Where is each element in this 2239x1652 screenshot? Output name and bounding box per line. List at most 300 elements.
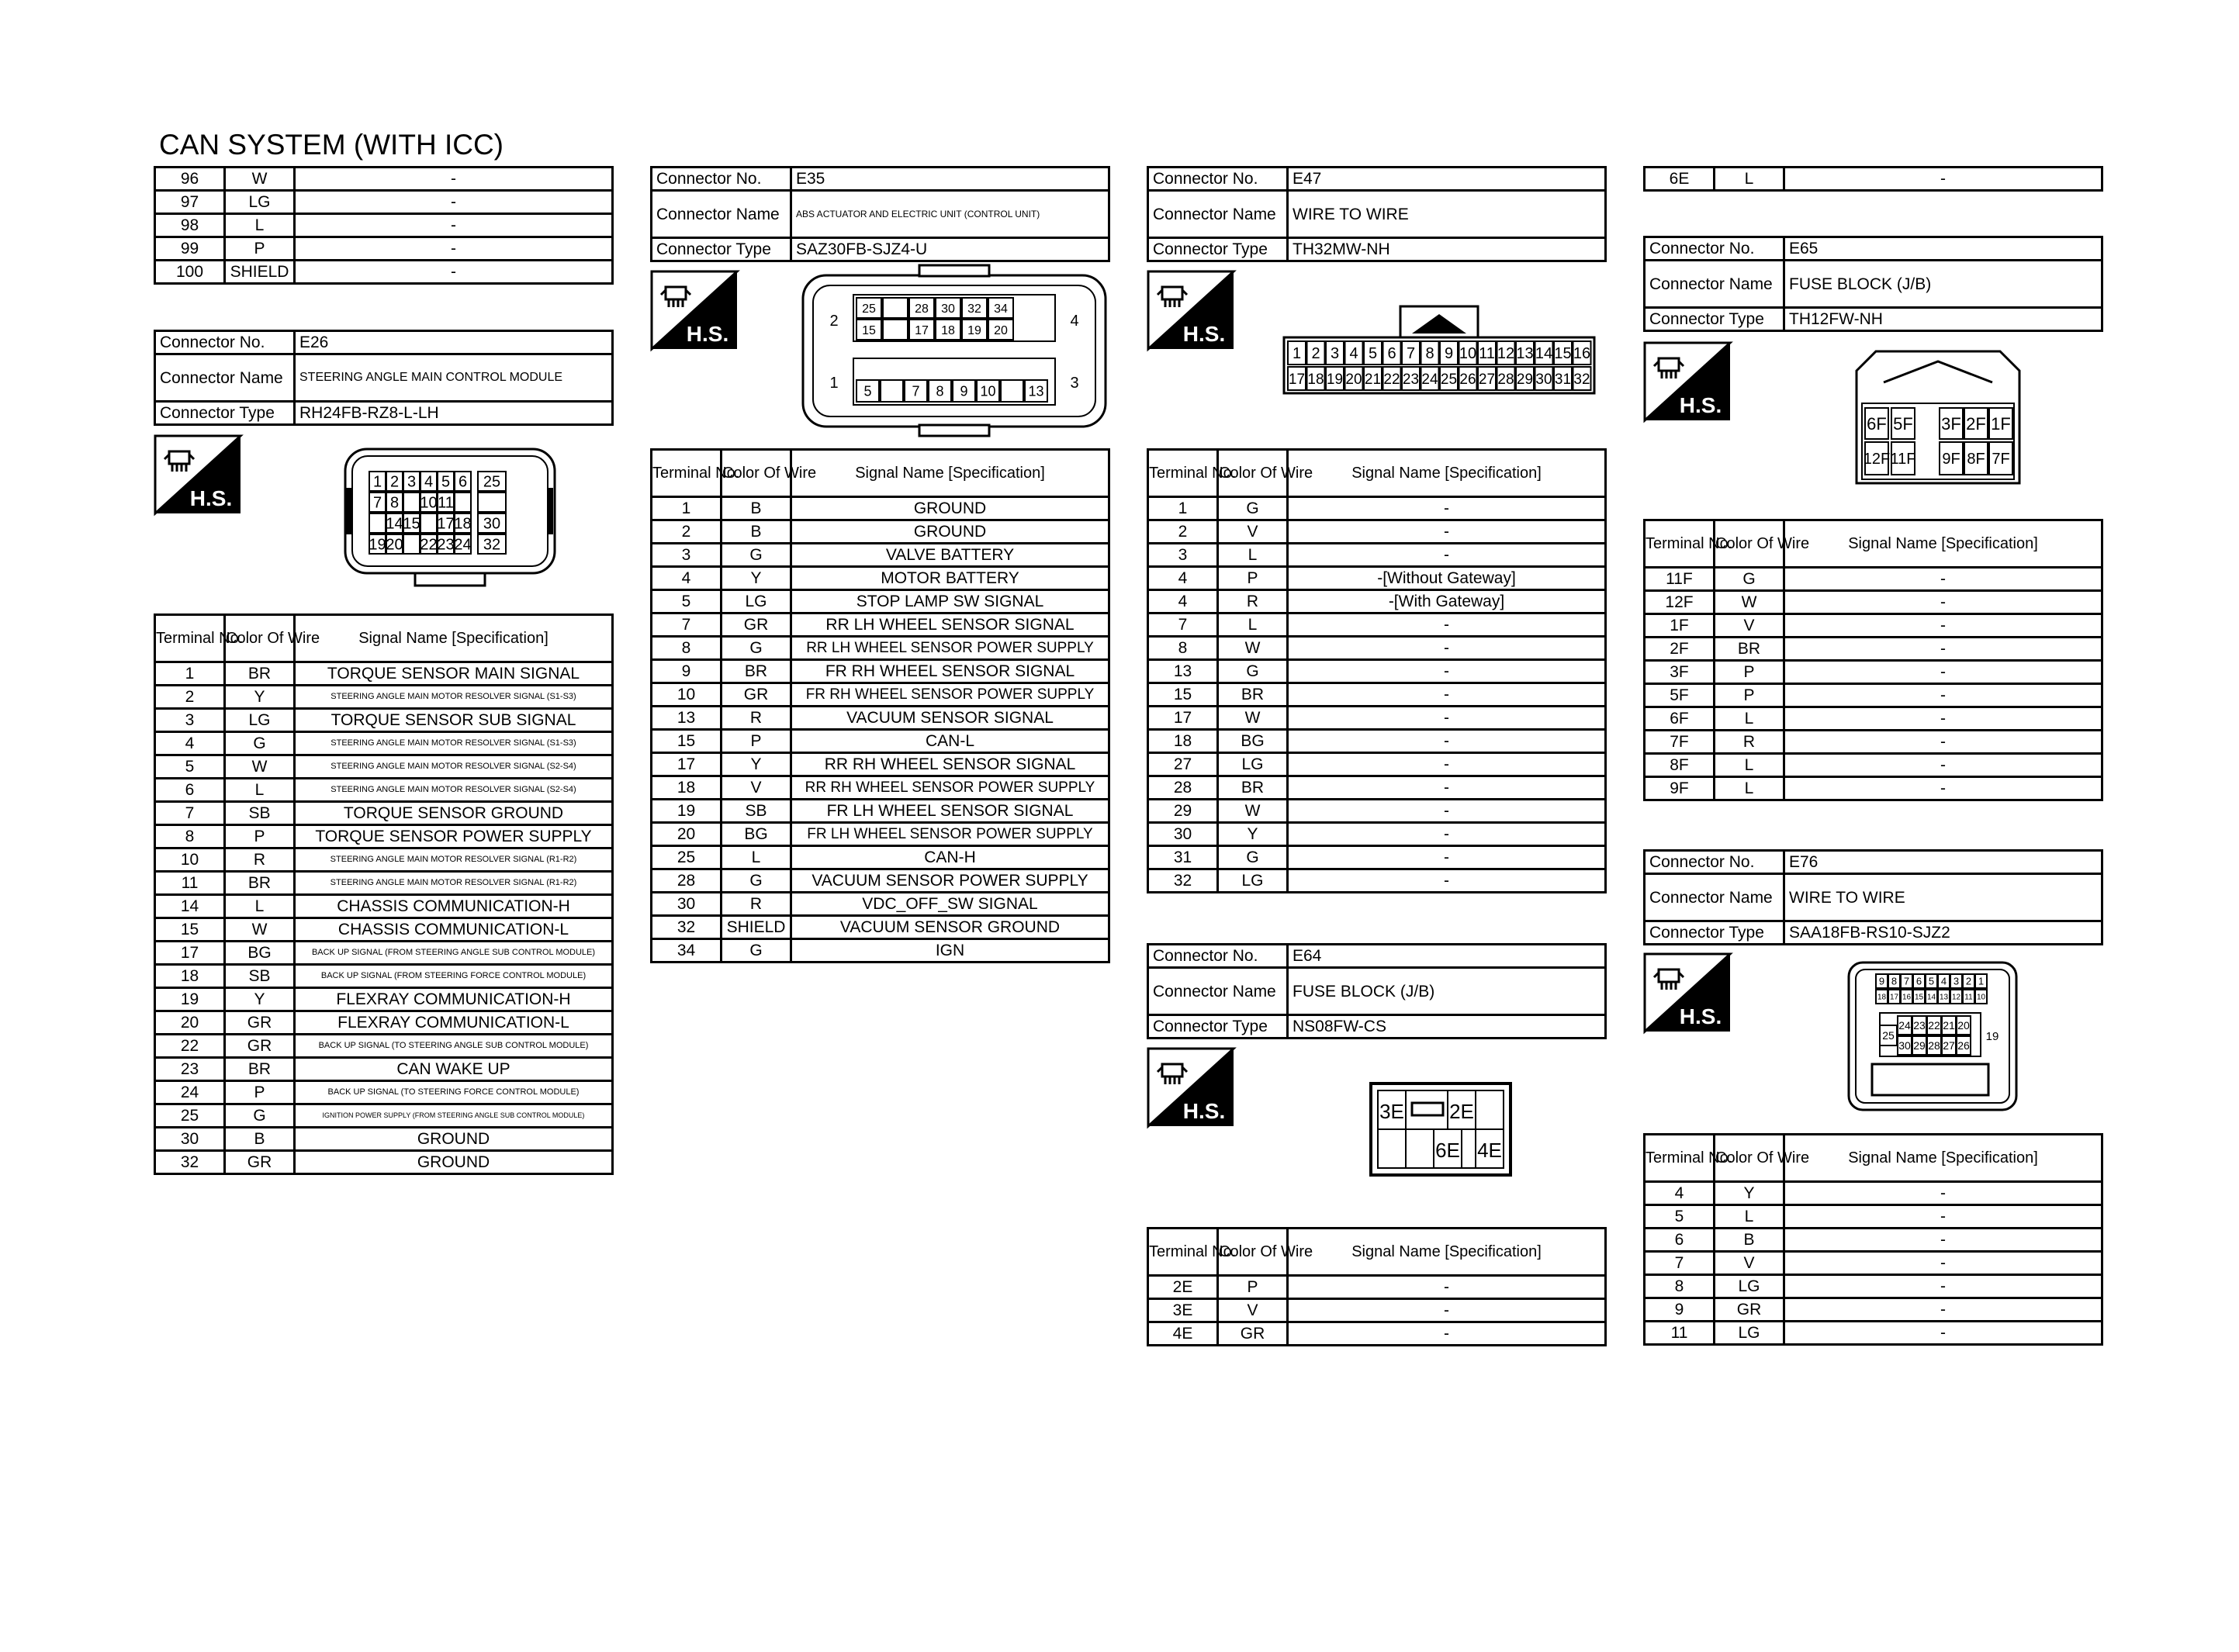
signal-name-cell: - [1784,1182,2102,1205]
signal-name-cell: FLEXRAY COMMUNICATION-L [295,1011,613,1035]
signal-name-cell: - [1784,1252,2102,1275]
e26-name: STEERING ANGLE MAIN CONTROL MODULE [295,354,613,402]
table-row [652,753,1109,776]
wire-color-cell: BR [722,660,791,683]
pin-label: 25 [862,302,876,316]
wire-color-cell: V [1715,1252,1784,1275]
pin-label: 16 [1902,993,1912,1002]
table-row [1148,1299,1606,1322]
signal-name-cell: GROUND [791,497,1109,520]
signal-name-cell: RR LH WHEEL SENSOR POWER SUPPLY [791,637,1109,660]
signal-name-cell: BACK UP SIGNAL (TO STEERING ANGLE SUB CONTROL MODULE) [295,1035,613,1058]
label-connector-no: Connector No. [652,168,791,191]
terminal-no-cell: 18 [652,776,722,800]
table-row [652,823,1109,846]
pin-label: 2F [1966,413,1986,434]
signal-name-cell: - [1784,1229,2102,1252]
table-row [1645,1182,2102,1205]
signal-name-cell: VACUUM SENSOR POWER SUPPLY [791,869,1109,893]
wire-color-cell: P [1218,1276,1288,1299]
e76-type: SAA18FB-RS10-SJZ2 [1784,921,2102,945]
table-row [155,965,613,988]
signal-name-cell: - [1288,637,1606,660]
pin-label: 1 [829,375,839,392]
wire-color-cell: SHIELD [722,916,791,939]
label-connector-name: Connector Name [1148,191,1288,238]
terminal-no-cell: 8 [1148,637,1218,660]
table-row [652,707,1109,730]
terminal-no-cell: 17 [155,942,225,965]
wire-color-cell: L [722,846,791,869]
table-row [1148,544,1606,567]
terminal-no-cell: 1 [1148,497,1218,520]
pin-label: 28 [1928,1039,1940,1052]
table-row [1645,661,2102,684]
table-row [155,168,613,191]
label-connector-name: Connector Name [652,191,791,238]
signal-name-cell: FR RH WHEEL SENSOR POWER SUPPLY [791,683,1109,707]
table-row [652,683,1109,707]
terminal-no-cell: 2 [652,520,722,544]
terminal-no-cell: 7 [155,802,225,825]
harness-side-icon [1148,1049,1234,1126]
signal-name-cell: - [295,261,613,284]
e64-name: FUSE BLOCK (J/B) [1288,968,1606,1015]
terminal-no-cell: 3E [1148,1299,1218,1322]
pin-cell [403,492,420,512]
terminal-no-cell: 9 [1645,1298,1715,1322]
svg-text:H.S.: H.S. [1679,393,1722,417]
terminal-no-cell: 15 [652,730,722,753]
signal-name-cell: -[Without Gateway] [1288,567,1606,590]
terminal-no-cell: 15 [155,918,225,942]
pin-label: 12 [1951,993,1961,1002]
pin-label: 30 [941,302,955,316]
signal-name-cell: - [1784,638,2102,661]
pin-label: 18 [1877,993,1887,1002]
pin-label: 9 [1444,345,1454,363]
table-row [155,1104,613,1128]
pin-label: 5 [863,383,872,399]
wire-color-cell: B [1715,1229,1784,1252]
pin-label: 21 [1943,1019,1955,1032]
wire-color-cell: G [225,732,295,755]
pin-label: 19 [967,323,981,337]
terminal-no-cell: 4 [155,732,225,755]
signal-name-cell: TORQUE SENSOR MAIN SIGNAL [295,662,613,686]
table-row [155,709,613,732]
table-row [1148,613,1606,637]
pin-cell [883,320,908,340]
table-row [1645,1252,2102,1275]
hdr-terminal-no: Terminal No. [1645,520,1715,568]
wire-color-cell: G [1218,660,1288,683]
e26-type: RH24FB-RZ8-L-LH [295,402,613,425]
pin-label: 3E [1379,1100,1404,1123]
terminal-no-cell: 13 [652,707,722,730]
pin-label: 16 [1573,345,1591,363]
page-title: CAN SYSTEM (WITH ICC) [159,129,504,161]
pin-label: 20 [1345,371,1362,388]
e65-connector-face [1853,347,2023,487]
wire-color-cell: Y [1715,1182,1784,1205]
signal-name-cell: STOP LAMP SW SIGNAL [791,590,1109,613]
table-row [652,497,1109,520]
wire-color-cell: W [1218,800,1288,823]
table-row [1148,590,1606,613]
pin-label: 23 [437,536,455,554]
label-connector-type: Connector Type [1148,1015,1288,1039]
pin-label: 6F [1867,413,1887,434]
e65-type: TH12FW-NH [1784,308,2102,331]
pin-label: 10 [420,494,438,512]
table-row [155,802,613,825]
signal-name-cell: - [1784,684,2102,707]
terminal-no-cell: 18 [155,965,225,988]
table-row [1148,869,1606,893]
terminal-no-cell: 4 [1645,1182,1715,1205]
signal-name-cell: STEERING ANGLE MAIN MOTOR RESOLVER SIGNAL (S2-S4) [295,779,613,802]
table-row [155,1081,613,1104]
terminal-no-cell: 22 [155,1035,225,1058]
signal-name-cell: - [1288,823,1606,846]
pin-label: 3 [1953,975,1960,987]
pin-label: 13 [1516,345,1534,363]
pin-label: 10 [1459,345,1477,363]
pin-label: 11F [1890,451,1916,468]
wire-color-cell: LG [1218,753,1288,776]
wire-color-cell: L [225,779,295,802]
signal-name-cell: - [1288,730,1606,753]
signal-name-cell: CAN-L [791,730,1109,753]
signal-name-cell: TORQUE SENSOR SUB SIGNAL [295,709,613,732]
table-row [155,1151,613,1174]
table-row [155,662,613,686]
signal-name-cell: - [1784,707,2102,731]
pin-label: 18 [454,515,472,533]
wire-color-cell: L [1715,754,1784,777]
terminal-no-cell: 25 [155,1104,225,1128]
pin-label: 26 [1957,1039,1970,1052]
pin-label: 9 [1878,975,1885,987]
terminal-no-cell: 30 [652,893,722,916]
continuation-table-right [1643,166,2103,192]
e76-connector-face [1845,959,2020,1114]
table-row [1148,497,1606,520]
pin-label: 1 [1978,975,1985,987]
hdr-terminal-no: Terminal No. [652,450,722,497]
terminal-no-cell: 20 [652,823,722,846]
pin-label: 22 [1928,1019,1940,1032]
terminal-no-cell: 19 [652,800,722,823]
table-row [652,544,1109,567]
hdr-color-of-wire: Color Of Wire [1715,1135,1784,1182]
signal-name-cell: - [1288,660,1606,683]
wire-color-cell: P [225,825,295,848]
terminal-no-cell: 5 [652,590,722,613]
signal-name-cell: TORQUE SENSOR POWER SUPPLY [295,825,613,848]
wire-color-cell: R [1218,590,1288,613]
wire-color-cell: P [1218,567,1288,590]
wire-color-cell: B [225,1128,295,1151]
pin-label: 27 [1943,1039,1955,1052]
table-row [652,869,1109,893]
hdr-signal-name: Signal Name [Specification] [1288,450,1606,497]
wire-color-cell: GR [1715,1298,1784,1322]
table-row [1645,568,2102,591]
wire-color-cell: LG [1218,869,1288,893]
harness-side-icon [652,271,737,349]
terminal-no-cell: 99 [155,237,225,261]
table-row [155,261,613,284]
table-row [155,918,613,942]
hdr-terminal-no: Terminal No. [155,615,225,662]
e26-no: E26 [295,331,613,354]
table-row [155,1058,613,1081]
e35-info-table [650,166,1110,262]
signal-name-cell: IGN [791,939,1109,963]
wire-color-cell: G [722,544,791,567]
terminal-no-cell: 11 [155,872,225,895]
pin-label: 15 [1554,345,1572,363]
pin-label: 10 [980,383,996,399]
signal-name-cell: VACUUM SENSOR GROUND [791,916,1109,939]
terminal-no-cell: 7F [1645,731,1715,754]
terminal-no-cell: 8 [1645,1275,1715,1298]
pin-label: 30 [483,515,501,533]
table-row [155,848,613,872]
signal-name-cell: - [1784,1322,2102,1345]
signal-name-cell: - [1288,846,1606,869]
terminal-no-cell: 30 [1148,823,1218,846]
signal-name-cell: BACK UP SIGNAL (TO STEERING FORCE CONTROL MODULE) [295,1081,613,1104]
pin-label: 9 [960,383,968,399]
signal-name-cell: STEERING ANGLE MAIN MOTOR RESOLVER SIGNAL (S2-S4) [295,755,613,779]
wire-color-cell: SHIELD [225,261,295,284]
signal-name-cell: - [1288,707,1606,730]
signal-name-cell: CHASSIS COMMUNICATION-L [295,918,613,942]
svg-text:H.S.: H.S. [686,322,729,346]
table-row [155,214,613,237]
wire-color-cell: W [225,918,295,942]
table-row [1148,1322,1606,1346]
wire-color-cell: L [1218,613,1288,637]
pin-label: 29 [1516,371,1534,388]
table-row [652,660,1109,683]
table-row [1645,1205,2102,1229]
wire-color-cell: LG [1715,1322,1784,1345]
terminal-no-cell: 27 [1148,753,1218,776]
label-connector-no: Connector No. [1645,851,1784,874]
table-row [1645,684,2102,707]
signal-name-cell: - [1288,497,1606,520]
table-row [652,893,1109,916]
table-row [1148,567,1606,590]
wire-color-cell: GR [1218,1322,1288,1346]
terminal-no-cell: 14 [155,895,225,918]
table-row [1645,168,2102,191]
signal-name-cell: - [1288,1276,1606,1299]
terminal-no-cell: 32 [652,916,722,939]
table-row [652,637,1109,660]
terminal-no-cell: 12F [1645,591,1715,614]
e35-name: ABS ACTUATOR AND ELECTRIC UNIT (CONTROL UNIT) [791,191,1109,238]
e26-info-table [154,330,614,426]
terminal-no-cell: 15 [1148,683,1218,707]
table-row [155,872,613,895]
table-row [652,520,1109,544]
signal-name-cell: RR RH WHEEL SENSOR SIGNAL [791,753,1109,776]
signal-name-cell: CAN WAKE UP [295,1058,613,1081]
wire-color-cell: BR [225,1058,295,1081]
signal-name-cell: FR LH WHEEL SENSOR SIGNAL [791,800,1109,823]
terminal-no-cell: 28 [652,869,722,893]
signal-name-cell: FLEXRAY COMMUNICATION-H [295,988,613,1011]
label-connector-no: Connector No. [1645,237,1784,261]
wire-color-cell: V [1218,1299,1288,1322]
pin-label: 3 [1070,375,1079,392]
pin-label: 15 [862,323,876,337]
hdr-color-of-wire: Color Of Wire [1218,1229,1288,1276]
table-row [1645,591,2102,614]
wire-color-cell: P [1715,661,1784,684]
wire-color-cell: Y [722,567,791,590]
pin-label: 20 [994,323,1008,337]
label-connector-type: Connector Type [1645,921,1784,945]
wire-color-cell: L [1715,168,1784,191]
wire-color-cell: BG [722,823,791,846]
wire-color-cell: W [1715,591,1784,614]
terminal-no-cell: 9F [1645,777,1715,800]
pin-label: 15 [1914,993,1924,1002]
hdr-terminal-no: Terminal No. [1148,1229,1218,1276]
signal-name-cell: - [1784,731,2102,754]
terminal-no-cell: 11F [1645,568,1715,591]
terminal-no-cell: 2 [155,686,225,709]
e64-type: NS08FW-CS [1288,1015,1606,1039]
signal-name-cell: CHASSIS COMMUNICATION-H [295,895,613,918]
pin-label: 5F [1893,413,1913,434]
svg-text:H.S.: H.S. [189,486,233,510]
pin-label: 11 [1964,993,1973,1002]
pin-cell [883,298,908,318]
terminal-no-cell: 28 [1148,776,1218,800]
pin-label: 11 [438,494,454,512]
pin-label: 5 [1368,345,1378,363]
signal-name-cell: -[With Gateway] [1288,590,1606,613]
hdr-signal-name: Signal Name [Specification] [1288,1229,1606,1276]
table-row [1148,683,1606,707]
harness-side-icon [155,436,241,513]
pin-cell [881,380,903,402]
terminal-no-cell: 4E [1148,1322,1218,1346]
terminal-no-cell: 29 [1148,800,1218,823]
table-row [155,732,613,755]
wire-color-cell: G [1218,497,1288,520]
terminal-no-cell: 4 [1148,567,1218,590]
terminal-no-cell: 20 [155,1011,225,1035]
pin-label: 12 [1497,345,1515,363]
terminal-no-cell: 5 [1645,1205,1715,1229]
signal-name-cell: - [1784,777,2102,800]
signal-name-cell: - [1288,613,1606,637]
pin-label: 13 [1028,383,1044,399]
signal-name-cell: - [1288,1322,1606,1346]
signal-name-cell: MOTOR BATTERY [791,567,1109,590]
signal-name-cell: RR LH WHEEL SENSOR SIGNAL [791,613,1109,637]
wire-color-cell: LG [225,709,295,732]
pin-label: 5 [1928,975,1935,987]
signal-name-cell: VACUUM SENSOR SIGNAL [791,707,1109,730]
wire-color-cell: R [722,707,791,730]
e47-info-table [1147,166,1607,262]
pin-label: 14 [1926,993,1936,1002]
signal-name-cell: TORQUE SENSOR GROUND [295,802,613,825]
e47-type: TH32MW-NH [1288,238,1606,261]
terminal-no-cell: 6F [1645,707,1715,731]
signal-name-cell: RR RH WHEEL SENSOR POWER SUPPLY [791,776,1109,800]
wire-color-cell: B [722,497,791,520]
pin-label: 24 [1421,371,1438,388]
e76-info-table [1643,849,2103,945]
wire-color-cell: Y [722,753,791,776]
label-connector-type: Connector Type [652,238,791,261]
table-row [1645,707,2102,731]
label-connector-no: Connector No. [1148,168,1288,191]
e65-info-table [1643,236,2103,332]
e64-info-table [1147,943,1607,1039]
wire-color-cell: L [225,895,295,918]
pin-label: 14 [1535,345,1553,363]
pin-label: 34 [994,302,1008,316]
signal-name-cell: FR LH WHEEL SENSOR POWER SUPPLY [791,823,1109,846]
wire-color-cell: LG [225,191,295,214]
pin-label: 32 [967,302,981,316]
pin-label: 25 [1440,371,1458,388]
pin-label: 30 [1898,1039,1911,1052]
wire-color-cell: SB [225,965,295,988]
wire-color-cell: B [722,520,791,544]
e35-type: SAZ30FB-SJZ4-U [791,238,1109,261]
table-row [652,567,1109,590]
wire-color-cell: V [722,776,791,800]
pin-label: 1 [372,473,382,491]
terminal-no-cell: 30 [155,1128,225,1151]
pin-label: 1F [1991,413,2011,434]
signal-name-cell: VDC_OFF_SW SIGNAL [791,893,1109,916]
pin-label: 4 [424,473,434,491]
wire-color-cell: P [722,730,791,753]
pin-label: 7 [1903,975,1910,987]
wire-color-cell: Y [225,988,295,1011]
pin-label: 28 [915,302,929,316]
table-row [652,846,1109,869]
pin-label: 2 [389,473,400,491]
pin-label: 8 [1891,975,1898,987]
table-row [652,730,1109,753]
table-row [155,1035,613,1058]
wire-color-cell: W [225,755,295,779]
table-row [1148,776,1606,800]
terminal-no-cell: 4 [1148,590,1218,613]
wire-color-cell: GR [225,1035,295,1058]
pin-label: 8 [389,494,400,512]
signal-name-cell: - [1784,568,2102,591]
terminal-no-cell: 18 [1148,730,1218,753]
terminal-no-cell: 9 [652,660,722,683]
signal-name-cell: - [1784,754,2102,777]
pin-label: 25 [1882,1029,1895,1042]
